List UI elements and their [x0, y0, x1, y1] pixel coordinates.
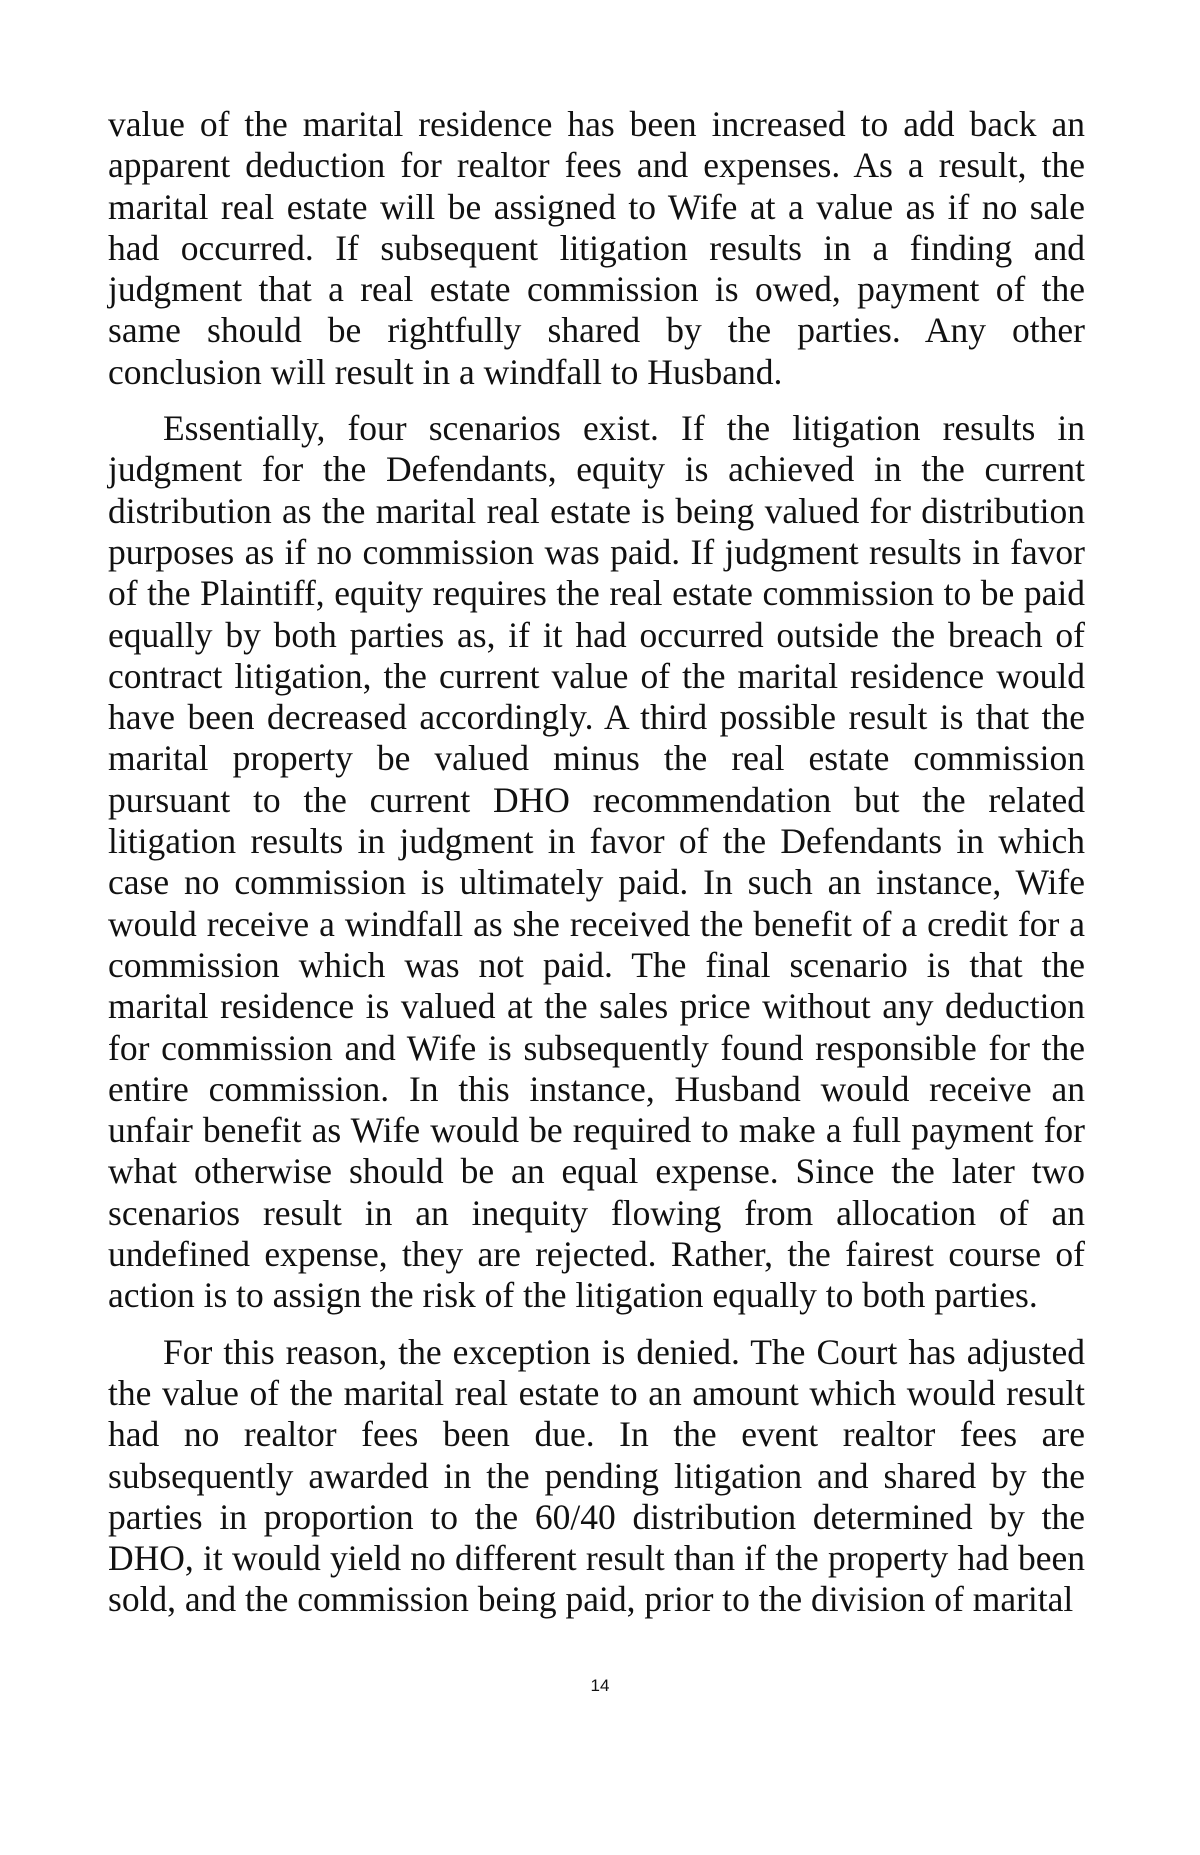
body-text [108, 104, 1085, 1621]
paragraph-four-scenarios: Essentially, four scenarios exist. If the litigation results in judgment for the Defendants, equity is achieved in the current distribution as the marital real estate is being valued for distribution purposes as if no commission was paid. If judgment results in favor of the Plaintiff, equity requires the real estate commission to be paid equally by both parties as, if it had occurred outside the breach of contract litigation, the current value of the marital residence would have been decreased accordingly. A third possible result is that the marital property be valued minus the real estate commission pursuant to the current DHO recommendation but the related litigation results in judgment in favor of the Defendants in which case no commission is ultimately paid. In such an instance, Wife would receive a windfall as she received the benefit of a credit for a commission which was not paid. The final scenario is that the marital residence is valued at the sales price without any deduction for commission and Wife is subsequently found responsible for the entire commission. In this instance, Husband would receive an unfair benefit as Wife would be required to make a full payment for what otherwise should be an equal expense. Since the later two scenarios result in an inequity flowing from allocation of an undefined expense, they are rejected. Rather, the fairest course of action is to assign the risk of the litigation equally to both parties. [108, 408, 1085, 1316]
paragraph-exception-denied: For this reason, the exception is denied. The Court has adjusted the value of the marital real estate to an amount which would result had no realtor fees been due. In the event realtor fees are subsequently awarded in the pending litigation and shared by the parties in proportion to the 60/40 distribution determined by the DHO, it would yield no different result than if the property had been sold, and the commission being paid, prior to the division of marital [108, 1331, 1085, 1620]
paragraph-continuation: value of the marital residence has been increased to add back an apparent deduction for realtor fees and expenses. As a result, the marital real estate will be assigned to Wife at a value as if no sale had occurred. If subsequent litigation results in a finding and judgment that a real estate commission is owed, payment of the same should be rightfully shared by the parties. Any other conclusion will result in a windfall to Husband. [108, 104, 1085, 392]
page-number: 14 [590, 1676, 610, 1695]
